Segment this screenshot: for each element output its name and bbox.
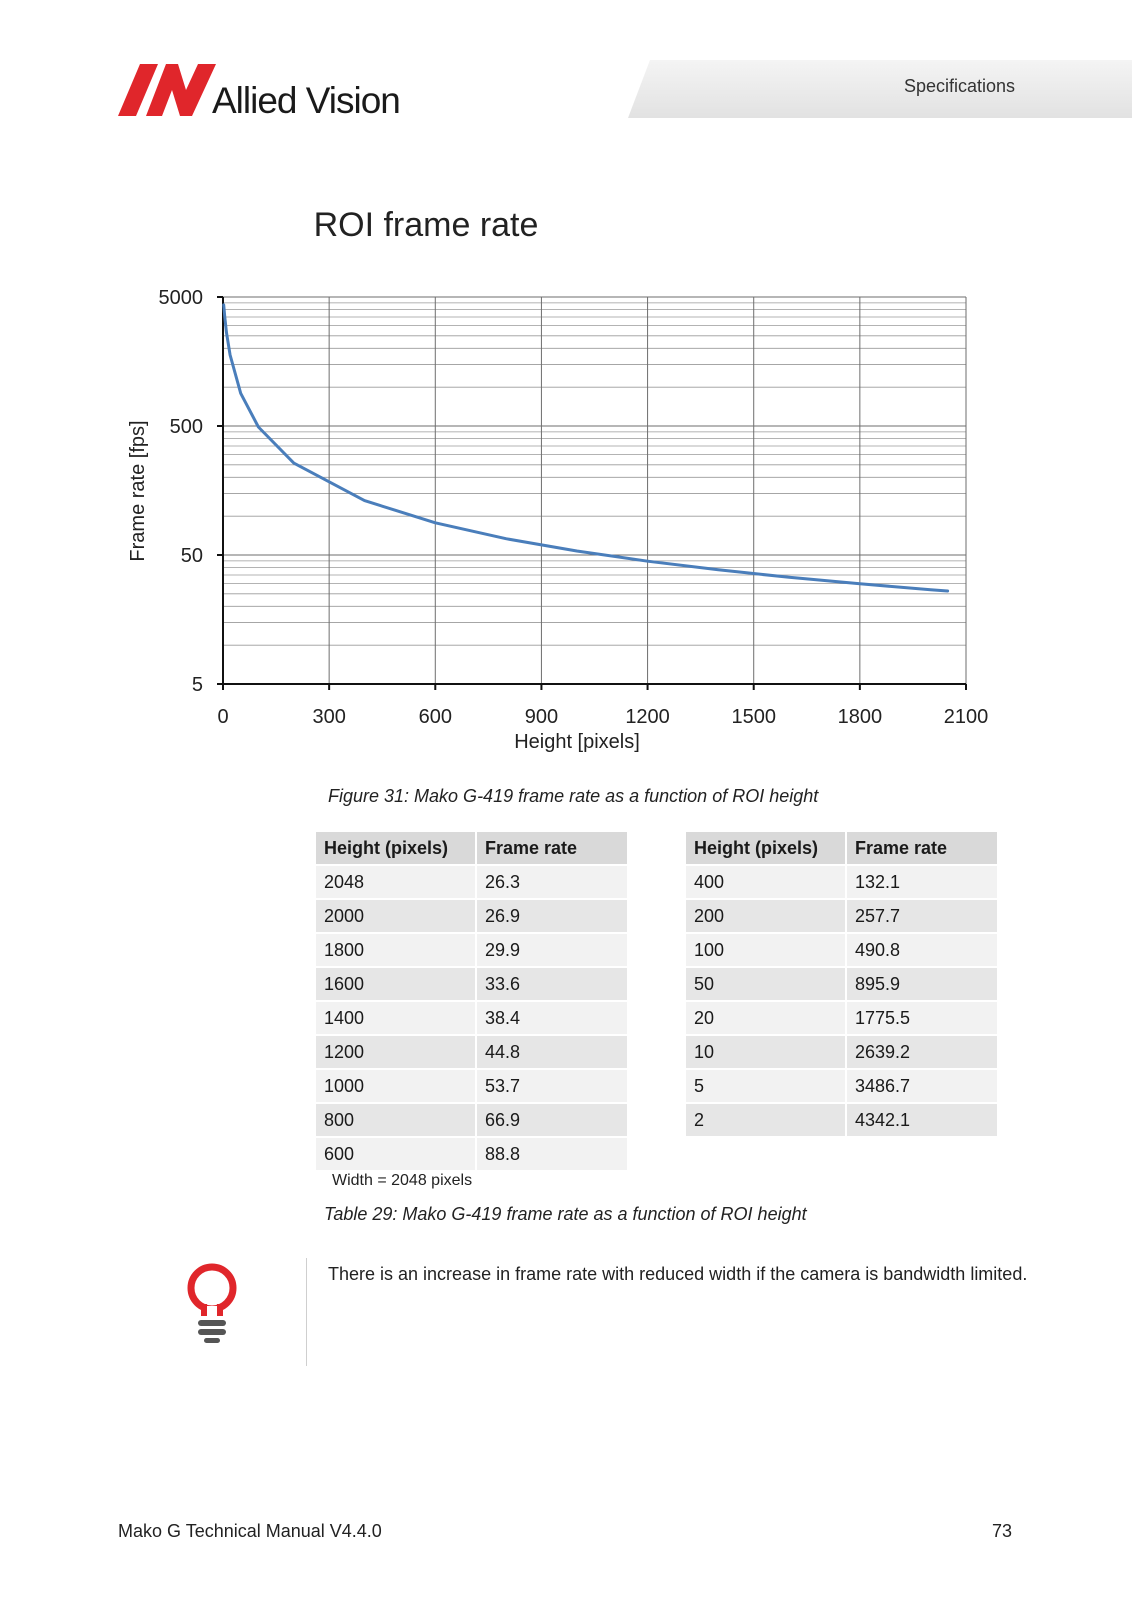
cell-height: 1400 bbox=[316, 1001, 476, 1035]
table-row bbox=[686, 967, 998, 1001]
cell-height: 600 bbox=[316, 1137, 476, 1170]
y-tick-label: 50 bbox=[180, 545, 203, 567]
cell-frame-rate: 1775.5 bbox=[846, 1001, 998, 1035]
cell-frame-rate: 26.9 bbox=[476, 899, 628, 933]
x-tick-label: 300 bbox=[312, 706, 346, 728]
x-tick-label: 1800 bbox=[837, 706, 883, 728]
figure-caption: Figure 31: Mako G-419 frame rate as a function of ROI height bbox=[328, 786, 819, 806]
cell-frame-rate: 44.8 bbox=[476, 1035, 628, 1069]
table-row bbox=[316, 899, 628, 933]
cell-height: 10 bbox=[686, 1035, 846, 1069]
y-tick-label: 5 bbox=[191, 674, 203, 696]
table-row bbox=[686, 933, 998, 967]
page-number: 73 bbox=[991, 1521, 1012, 1541]
table-row bbox=[316, 1035, 628, 1069]
table-row bbox=[686, 865, 998, 899]
cell-frame-rate: 38.4 bbox=[476, 1001, 628, 1035]
table-row bbox=[316, 865, 628, 899]
cell-frame-rate: 490.8 bbox=[846, 933, 998, 967]
table-left bbox=[316, 832, 629, 1170]
table-row bbox=[686, 1103, 998, 1136]
x-tick-label: 900 bbox=[524, 706, 559, 728]
cell-height: 1000 bbox=[316, 1069, 476, 1103]
col-header-frame-rate: Frame rate bbox=[476, 832, 628, 865]
cell-height: 1800 bbox=[316, 933, 476, 967]
lightbulb-icon bbox=[184, 1262, 240, 1346]
cell-height: 400 bbox=[686, 865, 846, 899]
table-row bbox=[316, 933, 628, 967]
table-row bbox=[686, 1001, 998, 1035]
cell-height: 2048 bbox=[316, 865, 476, 899]
cell-height: 100 bbox=[686, 933, 846, 967]
cell-height: 50 bbox=[686, 967, 846, 1001]
chart bbox=[0, 180, 1132, 780]
x-tick-label: 1200 bbox=[625, 706, 670, 728]
series-line bbox=[224, 305, 948, 591]
cell-frame-rate: 66.9 bbox=[476, 1103, 628, 1137]
table-row bbox=[686, 1035, 998, 1069]
cell-frame-rate: 132.1 bbox=[846, 865, 998, 899]
x-tick-label: 2100 bbox=[943, 706, 989, 728]
allied-vision-logo bbox=[118, 60, 218, 122]
cell-frame-rate: 4342.1 bbox=[846, 1103, 998, 1136]
table-caption: Table 29: Mako G-419 frame rate as a function of ROI height bbox=[324, 1204, 807, 1224]
cell-height: 800 bbox=[316, 1103, 476, 1137]
cell-frame-rate: 53.7 bbox=[476, 1069, 628, 1103]
table-right bbox=[686, 832, 999, 1136]
table-row bbox=[316, 967, 628, 1001]
x-tick-label: 1500 bbox=[731, 706, 776, 728]
y-axis-label: Frame rate [fps] bbox=[127, 420, 149, 562]
x-tick-label: 0 bbox=[217, 706, 229, 728]
y-tick-label: 500 bbox=[169, 416, 203, 438]
note-divider bbox=[306, 1258, 307, 1366]
cell-height: 1600 bbox=[316, 967, 476, 1001]
y-tick-label: 5000 bbox=[158, 287, 203, 309]
col-header-height: Height (pixels) bbox=[686, 832, 846, 865]
cell-height: 2000 bbox=[316, 899, 476, 933]
brand-name: Allied Vision bbox=[212, 80, 400, 121]
width-note: Width = 2048 pixels bbox=[332, 1172, 473, 1189]
table-row bbox=[316, 1001, 628, 1035]
col-header-height: Height (pixels) bbox=[316, 832, 476, 865]
cell-frame-rate: 2639.2 bbox=[846, 1035, 998, 1069]
cell-frame-rate: 88.8 bbox=[476, 1137, 628, 1170]
x-axis-label: Height [pixels] bbox=[514, 731, 640, 753]
footer-manual-title: Mako G Technical Manual V4.4.0 bbox=[118, 1521, 382, 1541]
table-row bbox=[316, 1137, 628, 1170]
cell-height: 5 bbox=[686, 1069, 846, 1103]
chart-title: ROI frame rate bbox=[313, 206, 539, 244]
cell-frame-rate: 29.9 bbox=[476, 933, 628, 967]
table-row bbox=[316, 1103, 628, 1137]
cell-height: 2 bbox=[686, 1103, 846, 1136]
x-tick-label: 600 bbox=[418, 706, 452, 728]
cell-frame-rate: 33.6 bbox=[476, 967, 628, 1001]
cell-frame-rate: 26.3 bbox=[476, 865, 628, 899]
note-text: There is an increase in frame rate with reduced width if the camera is bandwidth limited. bbox=[328, 1264, 1028, 1284]
table-row bbox=[316, 1069, 628, 1103]
table-row bbox=[686, 899, 998, 933]
section-label: Specifications bbox=[903, 76, 1015, 96]
cell-frame-rate: 3486.7 bbox=[846, 1069, 998, 1103]
cell-frame-rate: 257.7 bbox=[846, 899, 998, 933]
table-row bbox=[686, 1069, 998, 1103]
cell-frame-rate: 895.9 bbox=[846, 967, 998, 1001]
col-header-frame-rate: Frame rate bbox=[846, 832, 998, 865]
chart-svg bbox=[0, 180, 1132, 780]
cell-height: 1200 bbox=[316, 1035, 476, 1069]
cell-height: 20 bbox=[686, 1001, 846, 1035]
cell-height: 200 bbox=[686, 899, 846, 933]
